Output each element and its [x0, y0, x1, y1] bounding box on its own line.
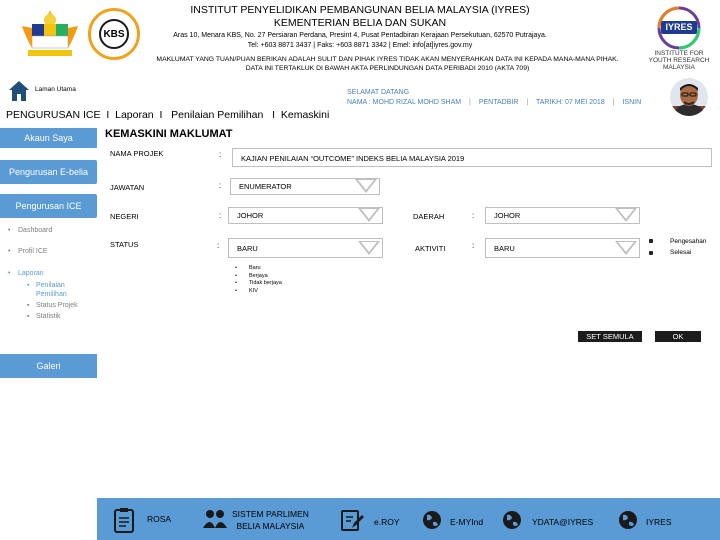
welcome-role: PENTADBIR	[478, 99, 519, 106]
sidebar-item-laporan[interactable]: • Laporan	[8, 270, 44, 277]
negeri-select[interactable]	[228, 207, 383, 224]
status-option[interactable]: • Tidak berjaya	[249, 280, 282, 288]
footer-link-rosa[interactable]: ROSA	[147, 514, 172, 524]
welcome-name: NAMA : MOHD RIZAL MOHD SHAM	[347, 99, 462, 106]
daerah-select[interactable]	[485, 207, 640, 224]
kbs-logo-text: KBS	[99, 19, 129, 49]
colon: :	[219, 181, 222, 190]
reset-button[interactable]: SET SEMULA	[578, 331, 642, 342]
footer-link-eroy[interactable]: e.ROY	[374, 517, 400, 527]
edit-document-icon[interactable]	[340, 508, 362, 530]
header-notice	[140, 56, 635, 73]
chevron-down-icon	[615, 208, 637, 223]
jawatan-label: JAWATAN	[110, 183, 145, 192]
jawatan-select[interactable]	[230, 178, 380, 195]
status-option[interactable]: • Berjaya	[249, 273, 282, 281]
footer-link-ydata[interactable]: YDATA@IYRES	[532, 517, 594, 527]
malaysia-crest-logo	[20, 8, 80, 60]
sidebar-subitem-penilaian-pemilihan[interactable]: ▪ Penilaian Pemilihan	[27, 282, 67, 298]
iyres-caption-2: YOUTH RESEARCH	[648, 57, 710, 64]
sidebar-item-pengurusan-ice[interactable]: Pengurusan ICE	[0, 194, 97, 218]
aktiviti-select[interactable]	[485, 238, 640, 258]
negeri-value: JOHOR	[237, 211, 264, 220]
sidebar-subitem-statistik[interactable]: ▪ Statistik	[27, 313, 61, 320]
sidebar-item-pengurusan-ebelia[interactable]: Pengurusan E-belia	[0, 160, 97, 184]
aktiviti-radio-pengesahan[interactable]	[649, 239, 653, 243]
aktiviti-radio-selesai[interactable]	[649, 251, 653, 255]
colon: :	[217, 241, 220, 250]
status-option[interactable]: • Baru	[249, 265, 282, 273]
header-title	[150, 4, 570, 30]
people-icon[interactable]	[203, 508, 225, 530]
sidebar-subitem-status-projek[interactable]: ▪ Status Projek	[27, 302, 78, 309]
header-address	[150, 31, 570, 50]
negeri-label: NEGERI	[110, 212, 139, 221]
sidebar-item-dashboard[interactable]: • Dashboard	[8, 227, 53, 234]
colon: :	[472, 241, 475, 250]
iyres-logo	[645, 6, 713, 72]
jawatan-value: ENUMERATOR	[239, 182, 292, 191]
nama-projek-field[interactable]: KAJIAN PENILAIAN “OUTCOME” INDEKS BELIA MALAYSIA 2019	[232, 148, 712, 167]
colon: :	[219, 150, 222, 159]
globe-icon[interactable]	[502, 510, 524, 532]
sidebar-item-profil-ice[interactable]: • Profil ICE	[8, 248, 48, 255]
footer-link-emyind[interactable]: E-MYInd	[450, 517, 484, 527]
header-address-line1: Aras 10, Menara KBS, No. 27 Persiaran Perdana, Presint 4, Pusat Pentadbiran Kerajaan Persekutuan, 62570 Putrajaya.	[173, 32, 547, 39]
welcome-day: ISNIN	[622, 99, 642, 106]
colon: :	[472, 211, 475, 220]
daerah-label: DAERAH	[413, 212, 445, 221]
chevron-down-icon	[355, 179, 377, 194]
welcome-date: TARIKH: 07 MEI 2018	[535, 99, 605, 106]
aktiviti-label: AKTIVITI	[415, 244, 446, 253]
status-label: STATUS	[110, 240, 139, 249]
colon: :	[219, 211, 222, 220]
avatar[interactable]	[670, 78, 708, 116]
iyres-caption-1: INSTITUTE FOR	[654, 50, 704, 57]
kbs-logo	[88, 8, 140, 60]
status-option[interactable]: • KIV	[249, 288, 282, 296]
welcome-title: SELAMAT DATANG	[347, 89, 410, 96]
globe-icon[interactable]	[618, 510, 640, 532]
status-value: BARU	[237, 244, 258, 253]
nama-projek-label: NAMA PROJEK	[110, 149, 164, 158]
header-address-line2: Tel: +603 8871 3437 | Faks: +603 8871 3342 | Emel: info[at]iyres.gov.my	[247, 41, 473, 49]
sidebar-item-galeri[interactable]: Galeri	[0, 354, 97, 378]
status-select[interactable]	[228, 238, 383, 258]
header-notice-line2: DATA INI TERTAKLUK DI BAWAH AKTA PERLINDUNGAN DATA PERIBADI 2010 (AKTA 709)	[245, 64, 530, 72]
welcome-panel: SELAMAT DATANG NAMA : MOHD RIZAL MOHD SHAM | PENTADBIR | TARIKH: 07 MEI 2018 | ISNIN	[347, 88, 647, 108]
home-link[interactable]: Laman Utama	[35, 86, 76, 93]
header-notice-line1: MAKLUMAT YANG TUAN/PUAN BERIKAN ADALAH SULIT DAN PIHAK IYRES TIDAK AKAN MENYERAHKAN DATA INI KEPADA MANA-MANA PIHAK.	[156, 56, 619, 63]
chevron-down-icon	[358, 241, 380, 256]
sidebar-item-akaun-saya[interactable]: Akaun Saya	[0, 128, 97, 148]
header-title-line2: KEMENTERIAN BELIA DAN SUKAN	[273, 17, 447, 29]
form-title: KEMASKINI MAKLUMAT	[105, 128, 233, 140]
home-icon[interactable]	[8, 80, 30, 102]
breadcrumb: PENGURUSAN ICE I Laporan I Penilaian Pemilihan I Kemaskini	[6, 109, 330, 121]
status-options-list	[249, 265, 282, 295]
iyres-logo-text: IYRES	[665, 22, 693, 32]
header-title-line1: INSTITUT PENYELIDIKAN PEMBANGUNAN BELIA MALAYSIA (IYRES)	[190, 4, 530, 16]
footer-link-parlimen[interactable]: SISTEM PARLIMEN BELIA MALAYSIA	[232, 509, 309, 531]
chevron-down-icon	[615, 241, 637, 256]
globe-icon[interactable]	[422, 510, 444, 532]
iyres-caption-3: MALAYSIA	[662, 64, 696, 71]
daerah-value: JOHOR	[494, 211, 521, 220]
clipboard-icon[interactable]	[113, 507, 135, 529]
footer-link-iyres[interactable]: IYRES	[646, 517, 672, 527]
aktiviti-value: BARU	[494, 244, 515, 253]
ok-button[interactable]: OK	[655, 331, 701, 342]
aktiviti-option-pengesahan: Pengesahan	[670, 238, 707, 245]
chevron-down-icon	[358, 208, 380, 223]
aktiviti-option-selesai: Selesai	[670, 249, 692, 256]
